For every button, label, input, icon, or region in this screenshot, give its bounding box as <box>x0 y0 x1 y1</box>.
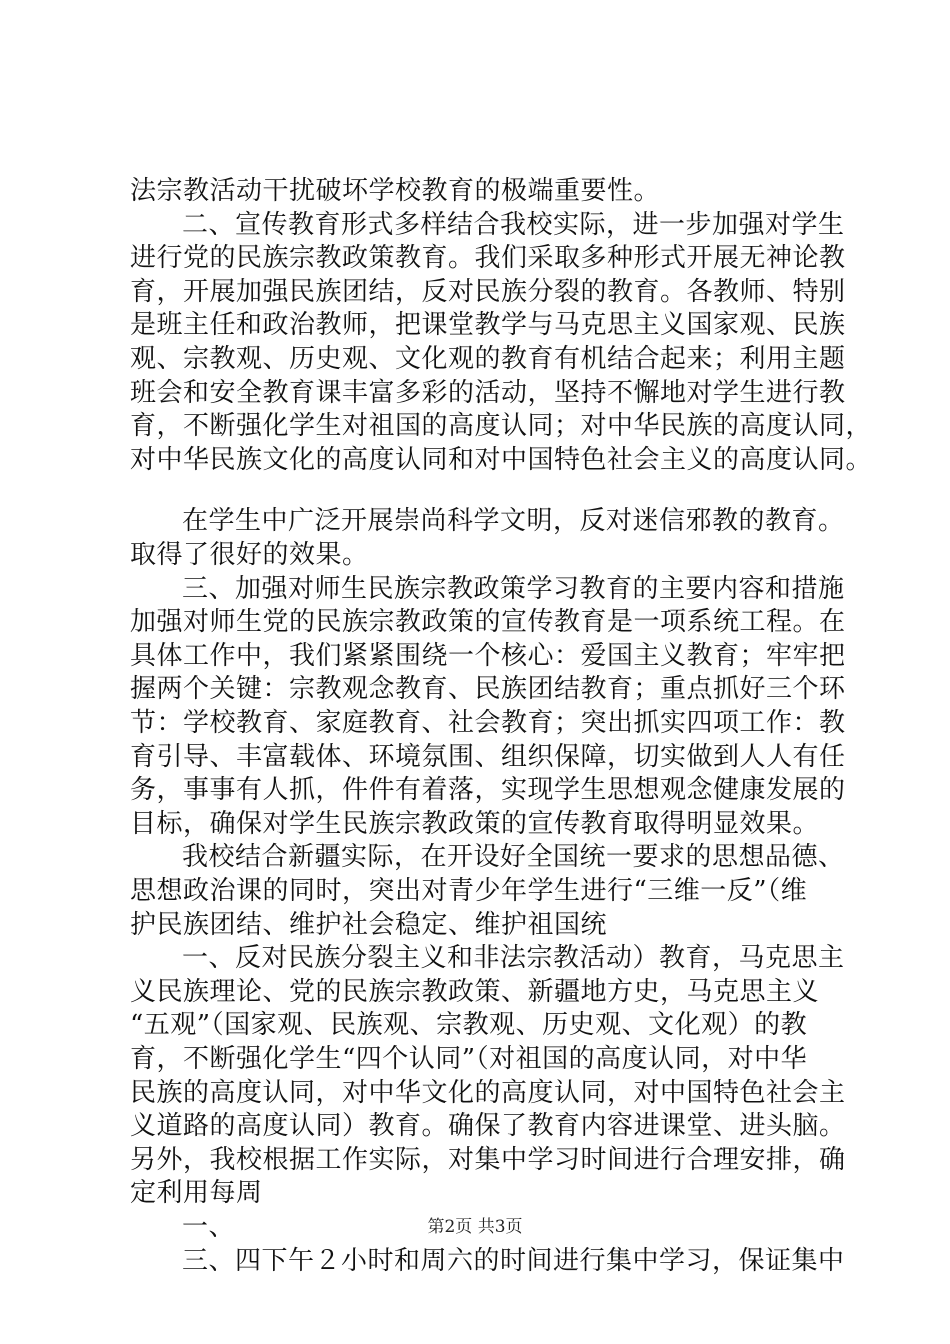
page-footer: 第2页 共3页 <box>427 1217 523 1237</box>
text-line: 义民族理论、党的民族宗教政策、新疆地方史，马克思主义 <box>130 976 820 1007</box>
text-line: 民族的高度认同，对中华文化的高度认同，对中国特色社会主 <box>130 1077 846 1108</box>
text-line: 是班主任和政治教师，把课堂教学与马克思主义国家观、民族 <box>130 310 846 341</box>
text-line: 义道路的高度认同）教育。确保了教育内容进课堂、进头脑。 <box>130 1111 846 1142</box>
text-line: 育，开展加强民族团结，反对民族分裂的教育。各教师、特别 <box>130 276 846 307</box>
text-line: 具体工作中，我们紧紧围绕一个核心：爱国主义教育；牢牢把 <box>130 640 846 671</box>
text-line: “五观”（国家观、民族观、宗教观、历史观、文化观）的教 <box>130 1010 808 1041</box>
text-line: 务，事事有人抓，件件有着落，实现学生思想观念健康发展的 <box>130 775 846 806</box>
text-line: 进行党的民族宗教政策教育。我们采取多种形式开展无神论教 <box>130 243 846 274</box>
text-line: 育引导、丰富载体、环境氛围、组织保障，切实做到人人有任 <box>130 741 846 772</box>
text-line: 握两个关键：宗教观念教育、民族团结教育；重点抓好三个环 <box>130 674 846 705</box>
text-line: 节：学校教育、家庭教育、社会教育；突出抓实四项工作：教 <box>130 708 846 738</box>
text-line: 一、反对民族分裂主义和非法宗教活动）教育，马克思主 <box>182 943 845 974</box>
text-line: 在学生中广泛开展崇尚科学文明，反对迷信邪教的教育。 <box>182 506 845 537</box>
text-line: 对中华民族文化的高度认同和对中国特色社会主义的高度认同。 <box>130 444 873 475</box>
text-line: 另外，我校根据工作实际，对集中学习时间进行合理安排，确 <box>130 1144 846 1175</box>
text-line: 加强对师生党的民族宗教政策的宣传教育是一项系统工程。在 <box>130 607 846 638</box>
text-line: 护民族团结、维护社会稳定、维护祖国统 <box>130 909 608 940</box>
text-line: 育，不断强化学生对祖国的高度认同；对中华民族的高度认同， <box>130 411 873 442</box>
text-line: 二、宣传教育形式多样结合我校实际，进一步加强对学生 <box>182 209 845 240</box>
text-line: 取得了很好的效果。 <box>130 540 369 570</box>
text-line: 目标，确保对学生民族宗教政策的宣传教育取得明显效果。 <box>130 808 820 839</box>
text-line: 定利用每周 <box>130 1178 263 1209</box>
text-line: 法宗教活动干扰破坏学校教育的极端重要性。 <box>130 176 661 206</box>
text-line: 我校结合新疆实际，在开设好全国统一要求的思想品德、 <box>182 842 845 873</box>
text-line: 班会和安全教育课丰富多彩的活动，坚持不懈地对学生进行教 <box>130 377 846 408</box>
text-line: 观、宗教观、历史观、文化观的教育有机结合起来；利用主题 <box>130 344 846 374</box>
text-line: 一、 <box>182 1212 236 1242</box>
text-line: 育，不断强化学生“四个认同”（对祖国的高度认同，对中华 <box>130 1044 808 1074</box>
text-line: 三、四下午２小时和周六的时间进行集中学习，保证集中 <box>182 1245 845 1276</box>
text-line: 思想政治课的同时，突出对青少年学生进行“三维一反”（维 <box>130 876 808 906</box>
text-line: 三、加强对师生民族宗教政策学习教育的主要内容和措施 <box>182 573 845 604</box>
